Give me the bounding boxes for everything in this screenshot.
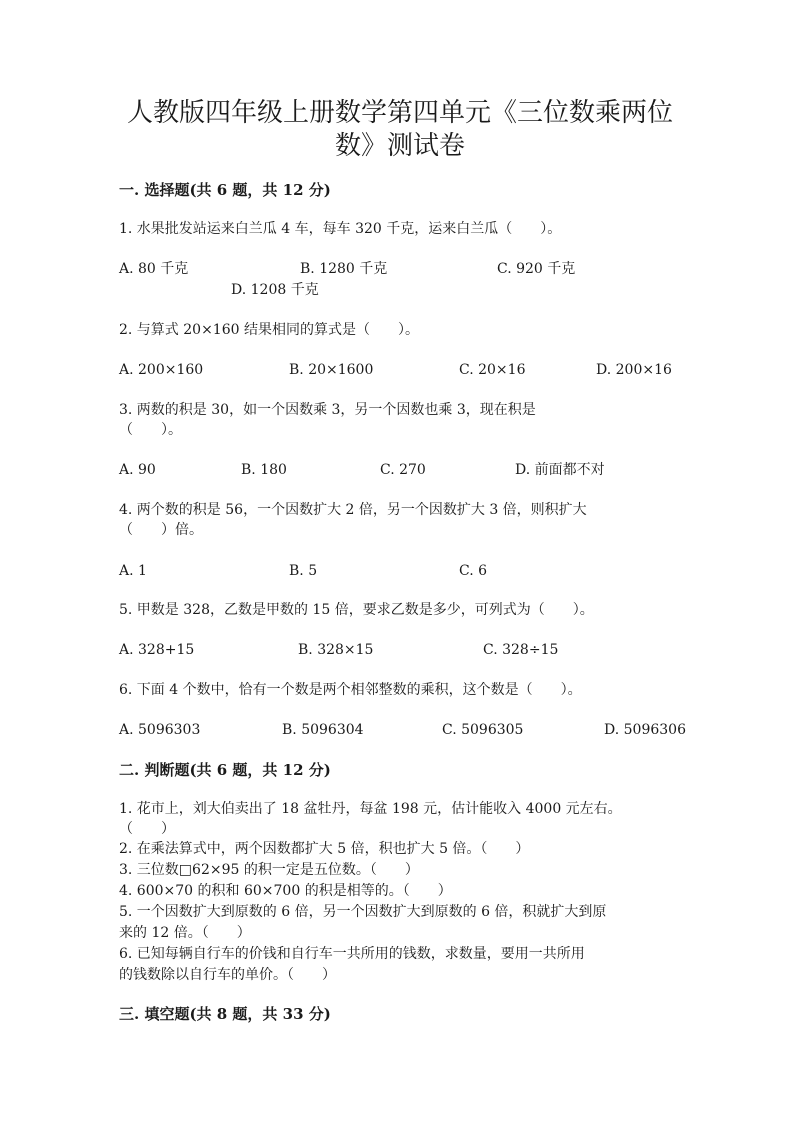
section-heading-fill: 三. 填空题(共 8 题，共 33 分) (119, 1005, 331, 1023)
exam-title-line-1: 人教版四年级上册数学第四单元《三位数乘两位 (126, 98, 673, 128)
option-d: D. 200×16 (596, 362, 672, 378)
option-a: A. 200×160 (119, 362, 204, 378)
option-d: D. 前面都不对 (515, 462, 605, 478)
section-heading-choice: 一. 选择题(共 6 题，共 12 分) (119, 181, 331, 199)
option-c: C. 270 (380, 462, 426, 478)
judge-line: 5. 一个因数扩大到原数的 6 倍，另一个因数扩大到原数的 6 倍，积就扩大到原 (119, 904, 607, 920)
option-a: A. 80 千克 (119, 261, 189, 277)
question-stem-cont: （ ）倍。 (119, 522, 203, 538)
option-b: B. 5096304 (282, 722, 364, 738)
question-stem: 2. 与算式 20×160 结果相同的算式是（ ）。 (119, 322, 419, 338)
option-a: A. 90 (119, 462, 156, 478)
judge-line: 的钱数除以自行车的单价。（ ） (119, 967, 336, 983)
question-stem: 1. 水果批发站运来白兰瓜 4 车，每车 320 千克，运来白兰瓜（ ）。 (119, 221, 562, 237)
option-b: B. 5 (289, 563, 318, 579)
question-stem: 4. 两个数的积是 56，一个因数扩大 2 倍，另一个因数扩大 3 倍，则积扩大 (119, 502, 587, 518)
option-b: B. 1280 千克 (300, 261, 388, 277)
option-a: A. 328+15 (119, 642, 195, 658)
section-heading-judge: 二. 判断题(共 6 题，共 12 分) (119, 761, 331, 779)
option-c: C. 5096305 (442, 722, 524, 738)
judge-line: 来的 12 倍。（ ） (119, 925, 251, 941)
question-stem: 5. 甲数是 328，乙数是甲数的 15 倍，要求乙数是多少，可列式为（ ）。 (119, 602, 594, 618)
option-c: C. 20×16 (459, 362, 526, 378)
question-stem-cont: （ ）。 (119, 422, 182, 438)
option-a: A. 1 (119, 563, 147, 579)
judge-line: 1. 花市上，刘大伯卖出了 18 盆牡丹，每盆 198 元，估计能收入 4000 元左右。 (119, 801, 622, 817)
judge-line: 4. 600×70 的积和 60×700 的积是相等的。（ ） (119, 883, 452, 899)
question-stem: 6. 下面 4 个数中，恰有一个数是两个相邻整数的乘积，这个数是（ ）。 (119, 682, 582, 698)
option-d: D. 1208 千克 (231, 282, 319, 298)
judge-line: 2. 在乘法算式中，两个因数都扩大 5 倍，积也扩大 5 倍。（ ） (119, 841, 530, 857)
question-stem: 3. 两数的积是 30，如一个因数乘 3，另一个因数也乘 3，现在积是 (119, 402, 536, 418)
option-d: D. 5096306 (604, 722, 686, 738)
option-c: C. 920 千克 (497, 261, 576, 277)
option-c: C. 328÷15 (483, 642, 559, 658)
option-c: C. 6 (459, 563, 488, 579)
exam-title-line-2: 数》测试卷 (334, 131, 465, 161)
judge-line: （ ） (119, 821, 175, 837)
judge-line: 3. 三位数□62×95 的积一定是五位数。（ ） (119, 862, 419, 878)
option-b: B. 328×15 (298, 642, 374, 658)
option-b: B. 180 (241, 462, 287, 478)
option-b: B. 20×1600 (289, 362, 374, 378)
judge-line: 6. 已知每辆自行车的价钱和自行车一共所用的钱数，求数量，要用一共所用 (119, 946, 585, 962)
option-a: A. 5096303 (119, 722, 201, 738)
